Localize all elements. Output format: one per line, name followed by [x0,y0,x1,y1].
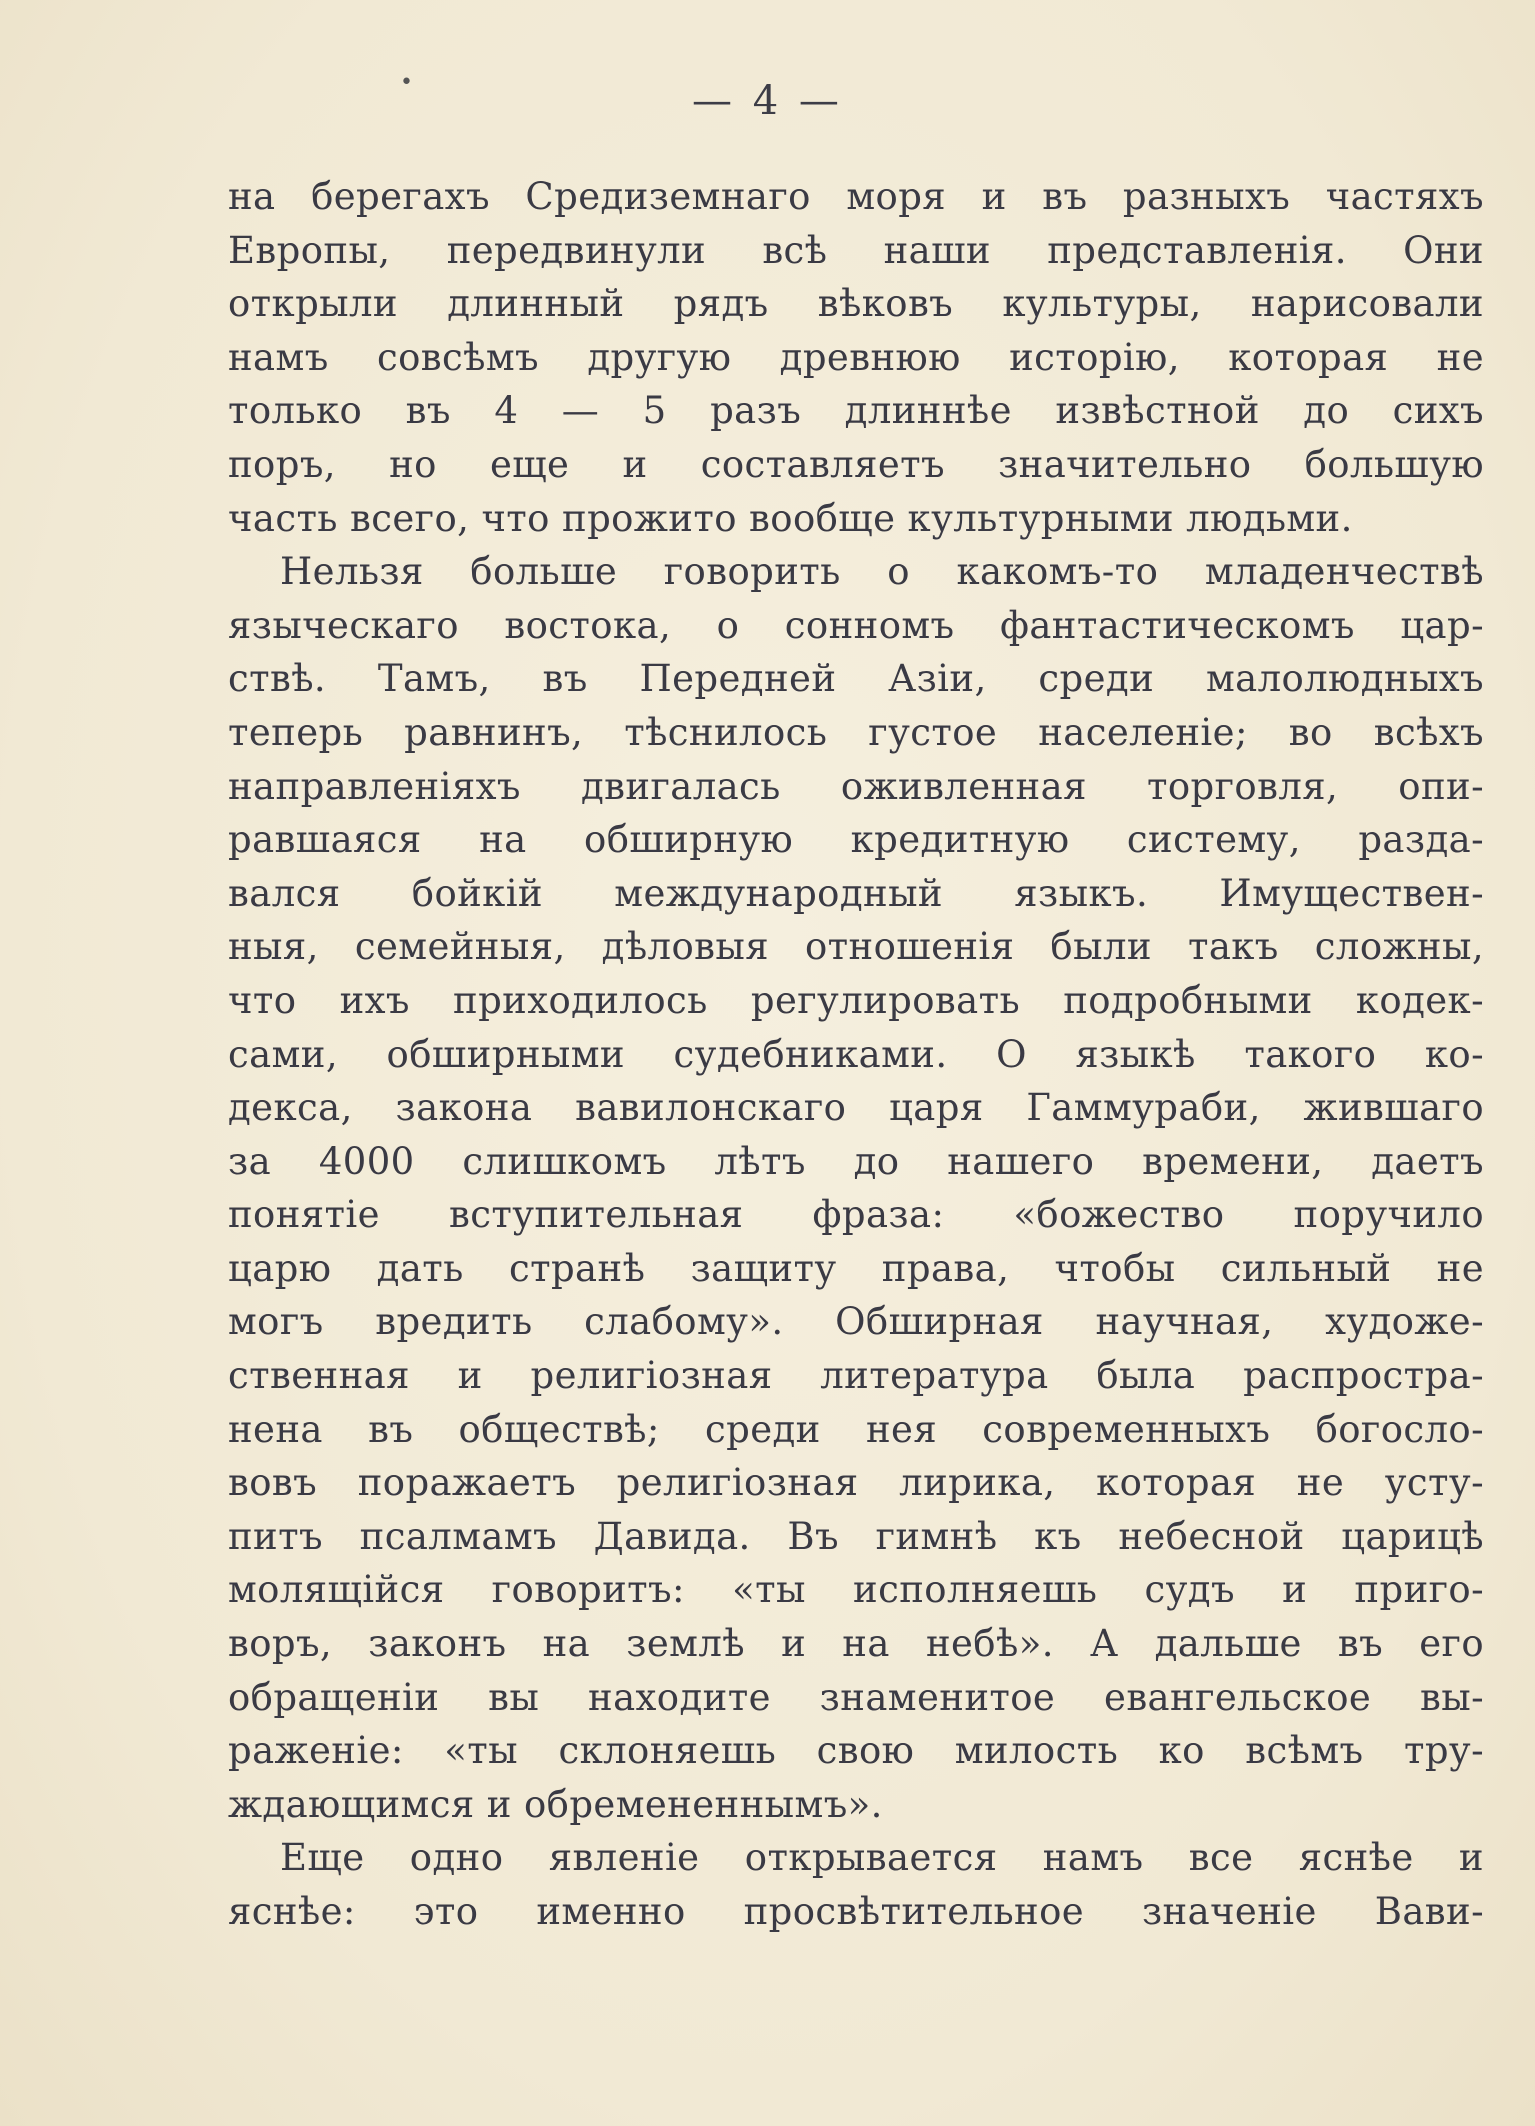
text-line: намъ совсѣмъ другую древнюю исторію, которая не [228,335,1484,379]
text-line: поръ, но еще и составляетъ значительно большую [228,442,1484,486]
text-line: понятіе вступительная фраза: «божество поручило [228,1193,1484,1237]
text-line: Еще одно явленіе открывается намъ все яснѣе и [280,1836,1484,1880]
text-line: равшаяся на обширную кредитную систему, разда- [228,818,1484,862]
text-line: питъ псалмамъ Давида. Въ гимнѣ къ небесной царицѣ [228,1514,1484,1558]
text-line: Европы, передвинули всѣ наши представленія. Они [228,228,1484,272]
ink-speck: • [400,70,413,95]
text-line: языческаго востока, о сонномъ фантастическомъ цар- [228,603,1484,647]
text-line: сами, обширными судебниками. О языкѣ такого ко- [228,1032,1484,1076]
text-line: вовъ поражаетъ религіозная лирика, которая не усту- [228,1461,1484,1505]
text-line: ныя, семейныя, дѣловыя отношенія были такъ сложны, [228,925,1484,969]
text-line: раженіе: «ты склоняешь свою милость ко всѣмъ тру- [228,1729,1484,1773]
text-line: что ихъ приходилось регулировать подробными кодек- [228,978,1484,1022]
text-line: на берегахъ Средиземнаго моря и въ разныхъ частяхъ [228,175,1484,218]
text-line: ствѣ. Тамъ, въ Передней Азіи, среди малолюдныхъ [228,657,1484,701]
text-line: Нельзя больше говорить о какомъ-то младенчествѣ [280,550,1484,594]
text-line: ственная и религіозная литература была распростра- [228,1354,1484,1398]
text-line: теперь равнинъ, тѣснилось густое населеніе; во всѣхъ [228,710,1484,754]
text-line: декса, закона вавилонскаго царя Гаммураби, жившаго [228,1086,1484,1130]
text-line: направленіяхъ двигалась оживленная торговля, опи- [228,764,1484,808]
text-line: за 4000 слишкомъ лѣтъ до нашего времени, даетъ [228,1139,1484,1183]
text-line: часть всего, что прожито вообще культурными людьми. [228,496,1353,540]
page-number: — 4 — [692,78,843,124]
text-line: ждающимся и обремененнымъ». [228,1782,883,1826]
text-line: молящійся говоритъ: «ты исполняешь судъ и приго- [228,1568,1484,1612]
text-line: обращеніи вы находите знаменитое евангельское вы- [228,1675,1484,1719]
text-line: яснѣе: это именно просвѣтительное значеніе Вави- [228,1890,1484,1933]
text-line: нена въ обществѣ; среди нея современныхъ богосло- [228,1407,1484,1451]
text-line: воръ, законъ на землѣ и на небѣ». А дальше въ его [228,1622,1484,1666]
body-text [228,170,1484,1939]
text-line: царю дать странѣ защиту права, чтобы сильный не [228,1246,1484,1290]
text-line: могъ вредить слабому». Обширная научная, художе- [228,1300,1484,1344]
text-line: открыли длинный рядъ вѣковъ культуры, нарисовали [228,282,1484,326]
text-line: вался бойкій международный языкъ. Имуществен- [228,871,1484,915]
text-line: только въ 4 — 5 разъ длиннѣе извѣстной до сихъ [228,389,1484,433]
